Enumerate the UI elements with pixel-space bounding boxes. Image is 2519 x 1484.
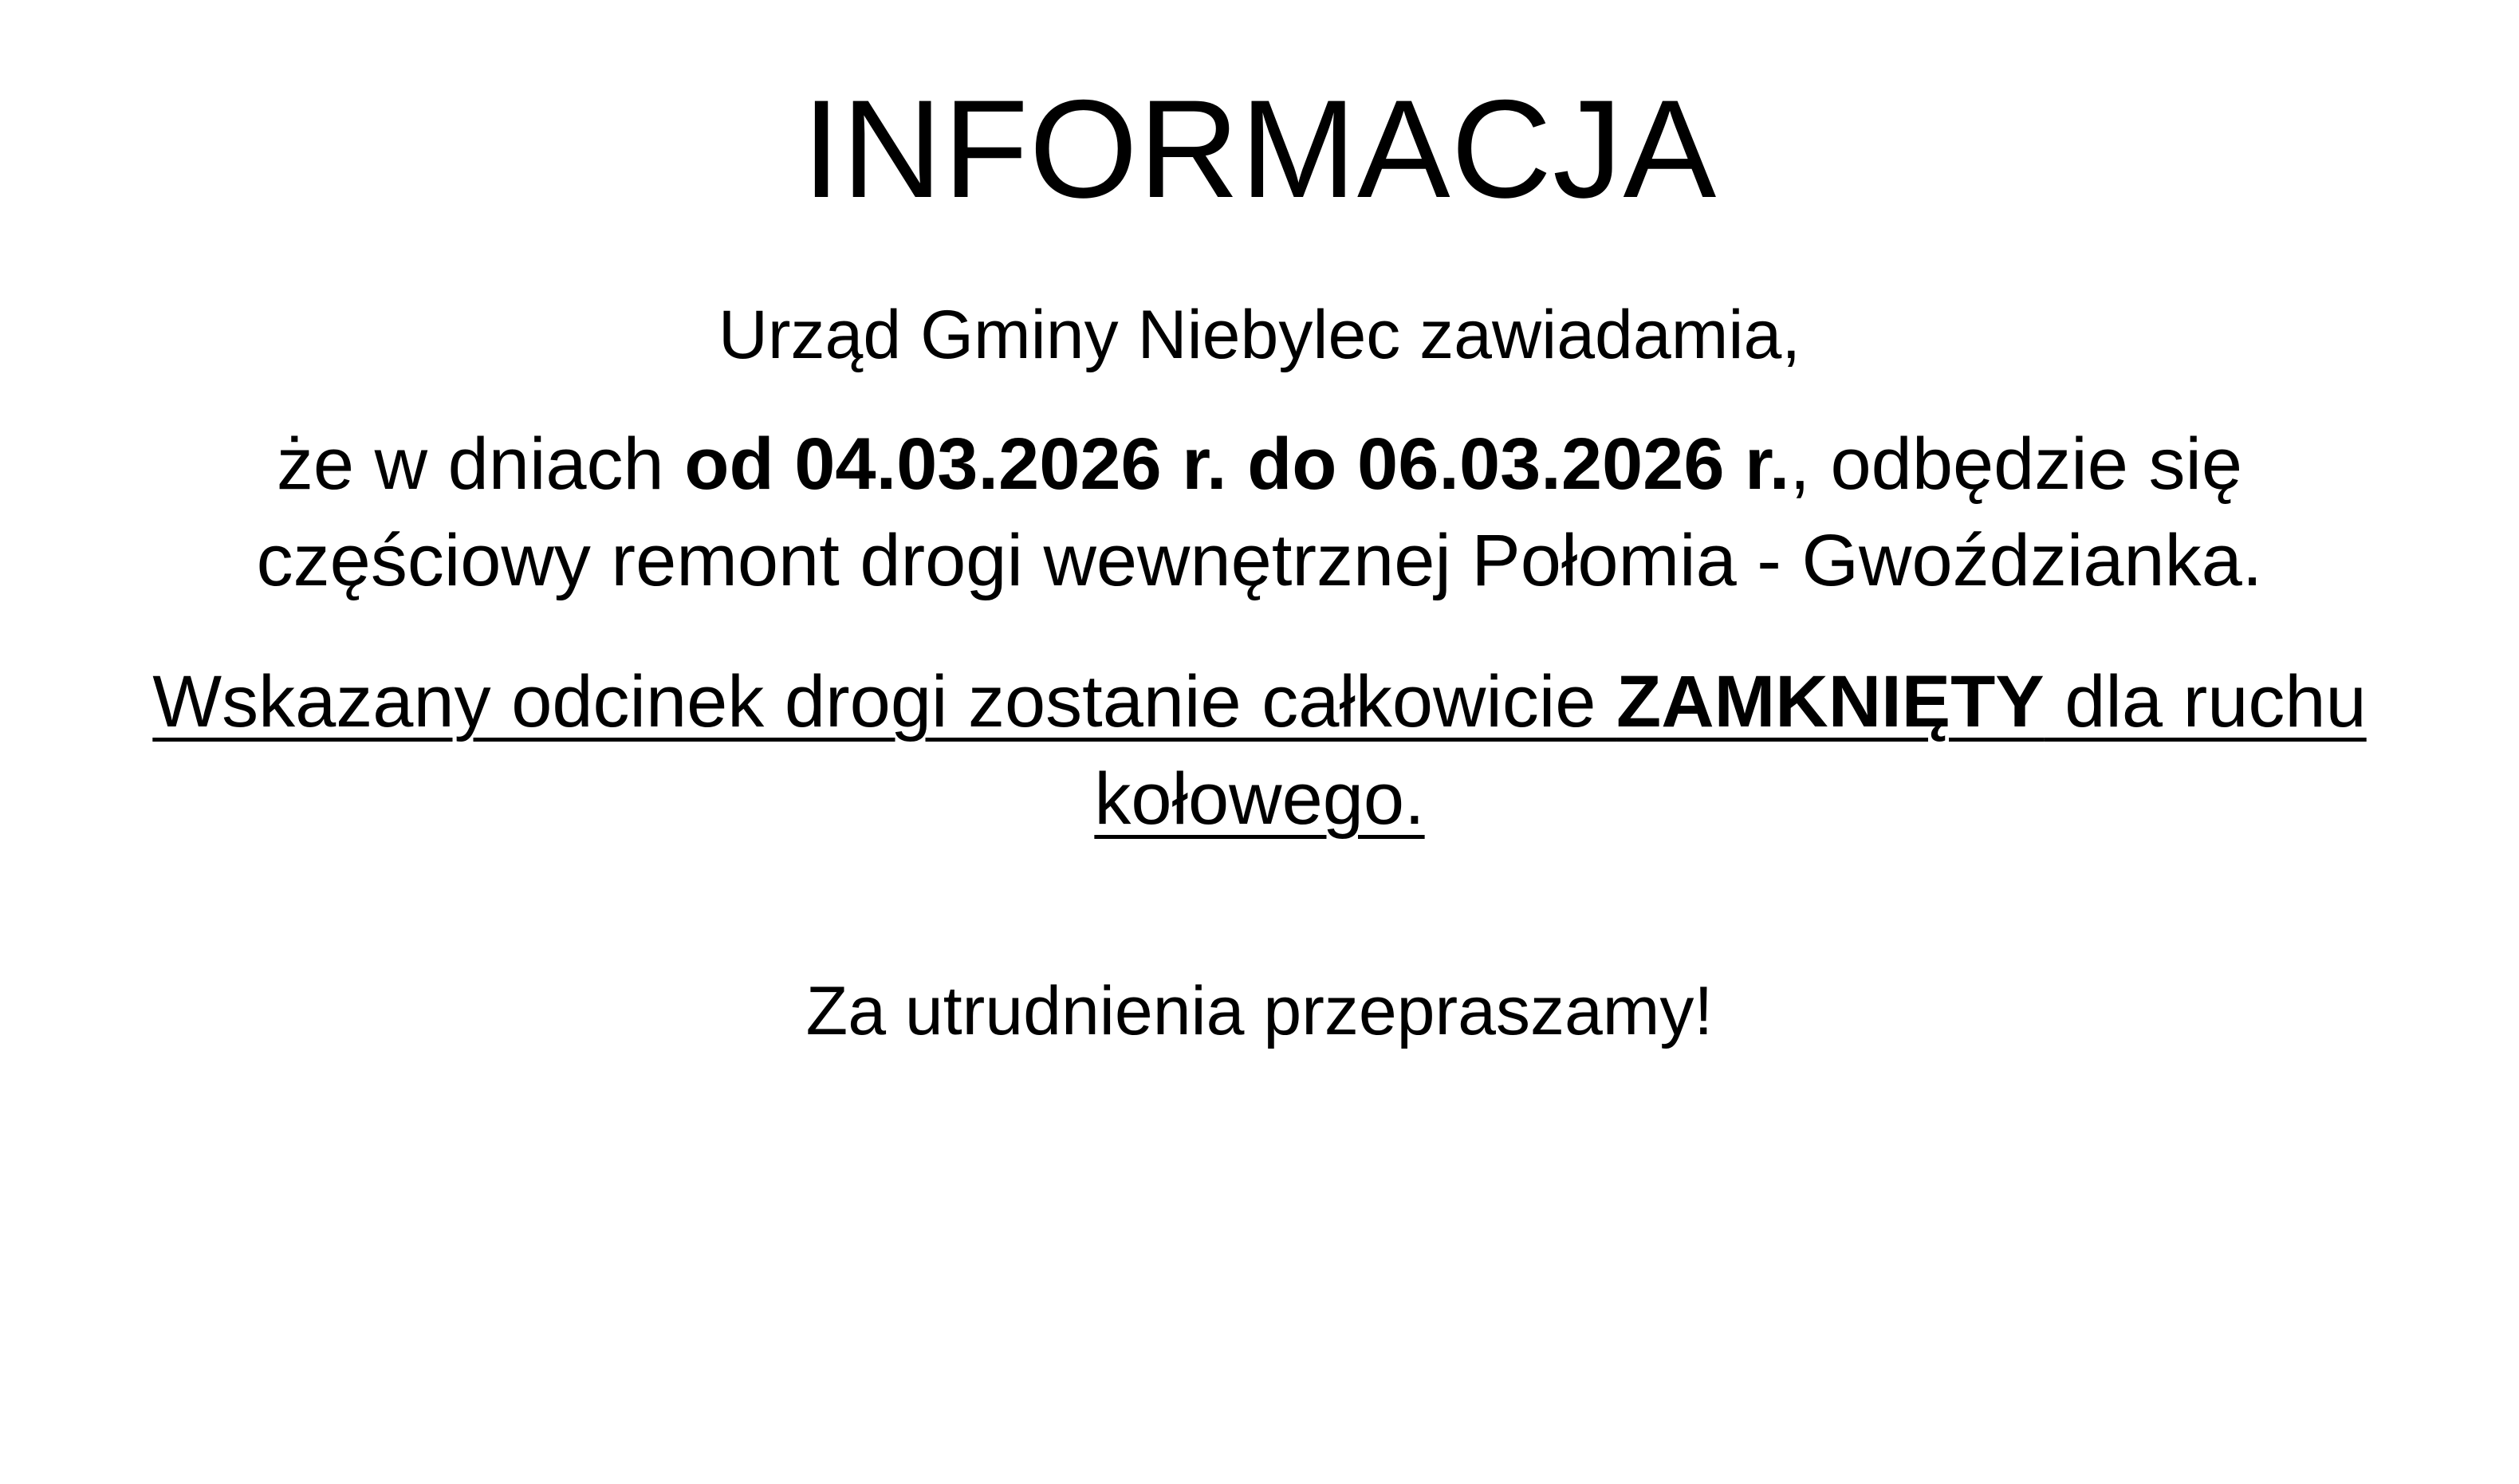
closure-underlined-text [152, 661, 2366, 839]
closure-paragraph [120, 654, 2399, 848]
announcement-paragraph [120, 416, 2399, 610]
closure-prefix: Wskazany odcinek drogi zostanie całkowicie [152, 661, 1617, 743]
announcement-prefix: że w dniach [276, 423, 685, 505]
closure-emphasis: ZAMKNIĘTY [1616, 661, 2045, 743]
announcement-dates: od 04.03.2026 r. do 06.03.2026 r. [684, 423, 1790, 505]
apology-paragraph: Za utrudnienia przepraszamy! [805, 973, 1714, 1050]
page-title: INFORMACJA [801, 72, 1718, 227]
announcement-suffix: , odbędzie się częściowy remont drogi wewnętrznej Połomia - Gwoździanka. [256, 423, 2263, 601]
intro-paragraph: Urząd Gminy Niebylec zawiadamia, [718, 297, 1801, 373]
closure-suffix: dla ruchu kołowego. [1094, 661, 2367, 840]
vertical-spacer [120, 848, 2399, 967]
